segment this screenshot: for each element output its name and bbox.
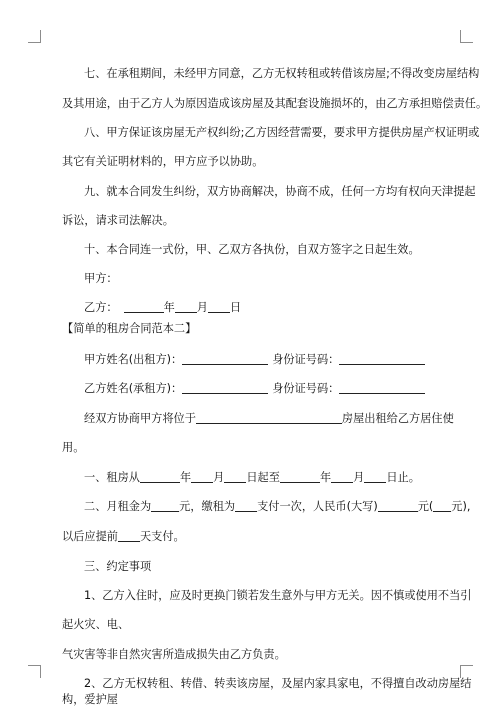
blank-field (339, 382, 425, 394)
item-2-line-2: 构，爱护屋 (62, 693, 118, 706)
clause-9-line-1: 九、就本合同发生纠纷，双方协商解决，协商不成，任何一方均有权向天津提起 (84, 185, 476, 198)
monthly-rent-line: 二、月租金为 元，缴租为 支付一次，人民币(大写) 元( 元), (84, 500, 471, 513)
blank-field (208, 301, 230, 313)
item-1-line-1: 1、乙方入住时，应及时更换门锁若发生意外与甲方无关。因不慎或使用不当引 (84, 589, 472, 602)
blank-field (118, 530, 140, 542)
item-1-line-2: 起火灾、电、 (62, 618, 130, 631)
blank-field (280, 471, 320, 483)
premises-location-line: 经双方协商甲方将位于 房屋出租给乙方居住使 (84, 412, 454, 425)
party-b-signature-date: 乙方： 年 月 日 (84, 301, 242, 314)
clause-8-line-1: 八、甲方保证该房屋无产权纠纷;乙方因经营需要，要求甲方提供房屋产权证明或 (84, 126, 480, 139)
clause-7-line-1: 七、在承租期间，未经甲方同意，乙方无权转租或转借该房屋;不得改变房屋结构 (84, 67, 480, 80)
blank-field (378, 500, 418, 512)
blank-field (124, 301, 164, 313)
advance-payment-line: 以后应提前 天支付。 (62, 530, 185, 543)
blank-field (182, 353, 268, 365)
clause-9-line-2: 诉讼，请求司法解决。 (62, 214, 174, 227)
blank-field (191, 471, 213, 483)
blank-field (339, 353, 425, 365)
crop-mark-top-left (28, 30, 41, 43)
blank-field (235, 500, 257, 512)
blank-field (175, 301, 197, 313)
blank-field (182, 382, 268, 394)
landlord-name-line: 甲方姓名(出租方)： 身份证号码： (84, 353, 425, 367)
blank-field (224, 471, 246, 483)
blank-field (364, 471, 386, 483)
blank-field (331, 471, 353, 483)
section-agreed-matters: 三、约定事项 (84, 560, 152, 573)
clause-10-line: 十、本合同连一式份，甲、乙双方各执份，自双方签字之日起生效。 (84, 243, 420, 256)
premises-location-line-2: 用。 (62, 441, 85, 454)
blank-field (196, 412, 342, 424)
tenant-name-line: 乙方姓名(承租方)： 身份证号码： (84, 382, 425, 396)
crop-mark-top-right (460, 30, 473, 43)
section-heading-template-2: 【简单的租房合同范本二】 (62, 322, 197, 335)
crop-mark-bottom-left (28, 665, 41, 678)
item-1-line-3: 气灾害等非自然灾害所造成损失由乙方负责。 (62, 648, 286, 661)
clause-8-line-2: 其它有关证明材料的，甲方应予以协助。 (62, 155, 264, 168)
clause-7-line-2: 及其用途，由于乙方人为原因造成该房屋及其配套设施损坏的，由乙方承担赔偿责任。 (62, 97, 488, 110)
party-a-signature: 甲方： (84, 272, 118, 285)
lease-term-line: 一、租房从 年 月 日起至 年 月 日止。 (84, 471, 420, 484)
item-2-line-1: 2、乙方无权转租、转借、转卖该房屋，及屋内家具家电，不得擅自改动房屋结 (84, 677, 472, 690)
blank-field (140, 471, 180, 483)
blank-field (151, 500, 179, 512)
blank-field (433, 500, 451, 512)
